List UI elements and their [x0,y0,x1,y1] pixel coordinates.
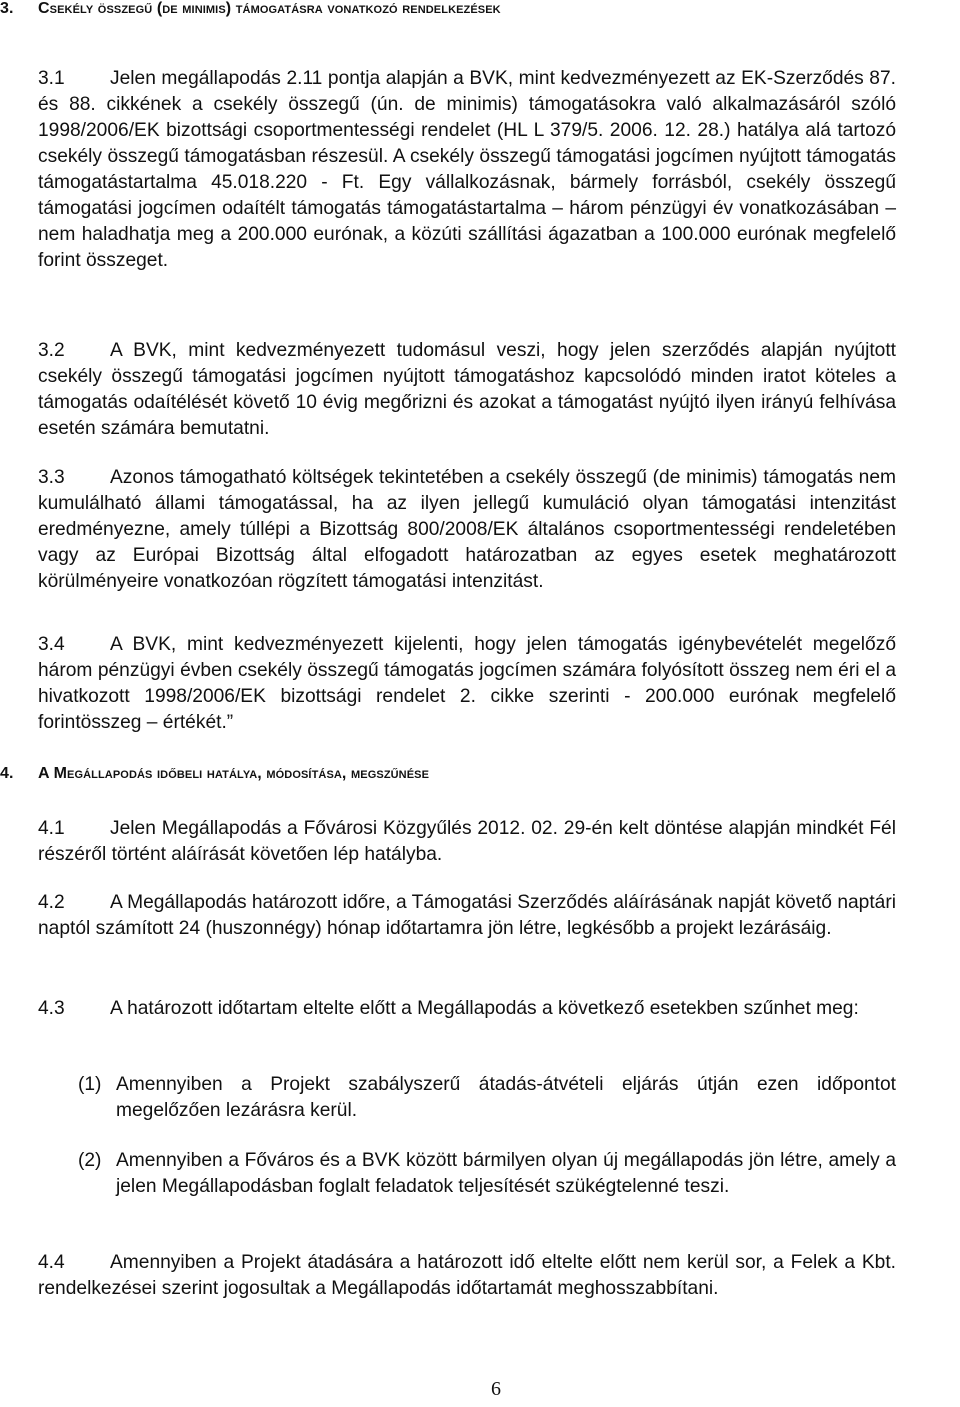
list-item-1-text: Amennyiben a Projekt szabályszerű átadás-átvételi eljárás útján ezen időpontot megelőzően lezárásra kerül. [116,1074,896,1121]
paragraph-3-3-number: 3.3 [38,467,65,488]
paragraph-4-4-text: Amennyiben a Projekt átadására a határozott idő eltelte előtt nem kerül sor, a Felek a Kbt. rendelkezései szerint jogosultak a Megállapodás időtartamát meghosszabbítani. [38,1252,896,1299]
page-number: 6 [491,1378,501,1400]
paragraph-4-4-number: 4.4 [38,1252,65,1273]
section-4-title: A Megállapodás időbeli hatálya, módosítása, megszűnése [38,765,430,782]
paragraph-4-2 [38,890,896,942]
paragraph-4-1 [38,816,896,868]
paragraph-4-4 [38,1250,896,1302]
list-item-2 [78,1148,896,1200]
paragraph-3-4-text: A BVK, mint kedvezményezett kijelenti, hogy jelen támogatás igénybevételét megelőző három pénzügyi évben csekély összegű támogatás jogcímen számára folyósított összeg nem éri el a hivatkozott 1998/2006/EK bizottsági rendelet 2. cikke szerinti - 200.000 eurónak megfelelő forintösszeg – értékét.” [38,634,896,733]
list-item-2-number: (2) [78,1150,102,1171]
paragraph-4-3-text: A határozott időtartam eltelte előtt a Megállapodás a következő esetekben szűnhet meg: [110,998,859,1019]
paragraph-4-1-number: 4.1 [38,818,65,839]
section-3-title: Csekély összegű (de minimis) támogatásra vonatkozó rendelkezések [38,0,501,17]
list-item-2-text: Amennyiben a Főváros és a BVK között bármilyen olyan új megállapodás jön létre, amely a jelen Megállapodásban foglalt feladatok teljesítését szükégtelenné teszi. [116,1150,896,1197]
paragraph-4-3 [38,996,896,1022]
paragraph-4-2-number: 4.2 [38,892,65,913]
paragraph-3-4-number: 3.4 [38,634,65,655]
section-4-number: 4. [0,765,14,782]
paragraph-3-1 [38,66,896,274]
paragraph-3-1-number: 3.1 [38,68,65,89]
paragraph-3-2 [38,338,896,442]
paragraph-3-3-text: Azonos támogatható költségek tekintetében a csekély összegű (de minimis) támogatás nem kumulálható állami támogatással, ha az ilyen jellegű kumuláció olyan támogatási intenzitást eredményezne, amely túllépi a Bizottság 800/2008/EK általános csoportmentességi rendeletében vagy az Európai Bizottság által elfogadott határozatban az egyes esetek meghatározott körülményeire vonatkozóan rögzített támogatási intenzitást. [38,467,896,592]
section-3-number: 3. [0,0,14,17]
list-item-1-number: (1) [78,1074,102,1095]
paragraph-3-3 [38,465,896,595]
paragraph-4-1-text: Jelen Megállapodás a Fővárosi Közgyűlés 2012. 02. 29-én kelt döntése alapján mindkét Fél részéről történt aláírását követően lép hatályba. [38,818,896,865]
paragraph-3-2-text: A BVK, mint kedvezményezett tudomásul veszi, hogy jelen szerződés alapján nyújtott csekély összegű támogatási jogcímen nyújtott támogatáshoz kapcsolódó minden iratot köteles a támogatás odaítélését követő 10 évig megőrizni és azokat a támogatást nyújtó ilyen irányú felhívása esetén számára bemutatni. [38,340,896,439]
section-4-heading [0,765,429,783]
paragraph-3-1-text: Jelen megállapodás 2.11 pontja alapján a BVK, mint kedvezményezett az EK-Szerződés 87. és 88. cikkének a csekély összegű (ún. de minimis) támogatásokra való alkalmazásáról szóló 1998/2006/EK bizottsági csoportmentességi rendelet (HL L 379/5. 2006. 12. 28.) hatálya alá tartozó csekély összegű támogatásban részesül. A csekély összegű támogatási jogcímen nyújtott támogatás támogatástartalma 45.018.220 - Ft. Egy vállalkozásnak, bármely forrásból, csekély összegű támogatási jogcímen odaítélt támogatás támogatástartalma – három pénzügyi év vonatkozásában – nem haladhatja meg a 200.000 eurónak, a közúti szállítási ágazatban a 100.000 eurónak megfelelő forint összeget. [38,68,896,271]
paragraph-3-2-number: 3.2 [38,340,65,361]
paragraph-4-2-text: A Megállapodás határozott időre, a Támogatási Szerződés aláírásának napját követő naptári naptól számított 24 (huszonnégy) hónap időtartamra jön létre, legkésőbb a projekt lezárásáig. [38,892,896,939]
list-item-1 [78,1072,896,1124]
paragraph-3-4 [38,632,896,736]
paragraph-4-3-number: 4.3 [38,998,65,1019]
section-3-heading [0,0,501,18]
